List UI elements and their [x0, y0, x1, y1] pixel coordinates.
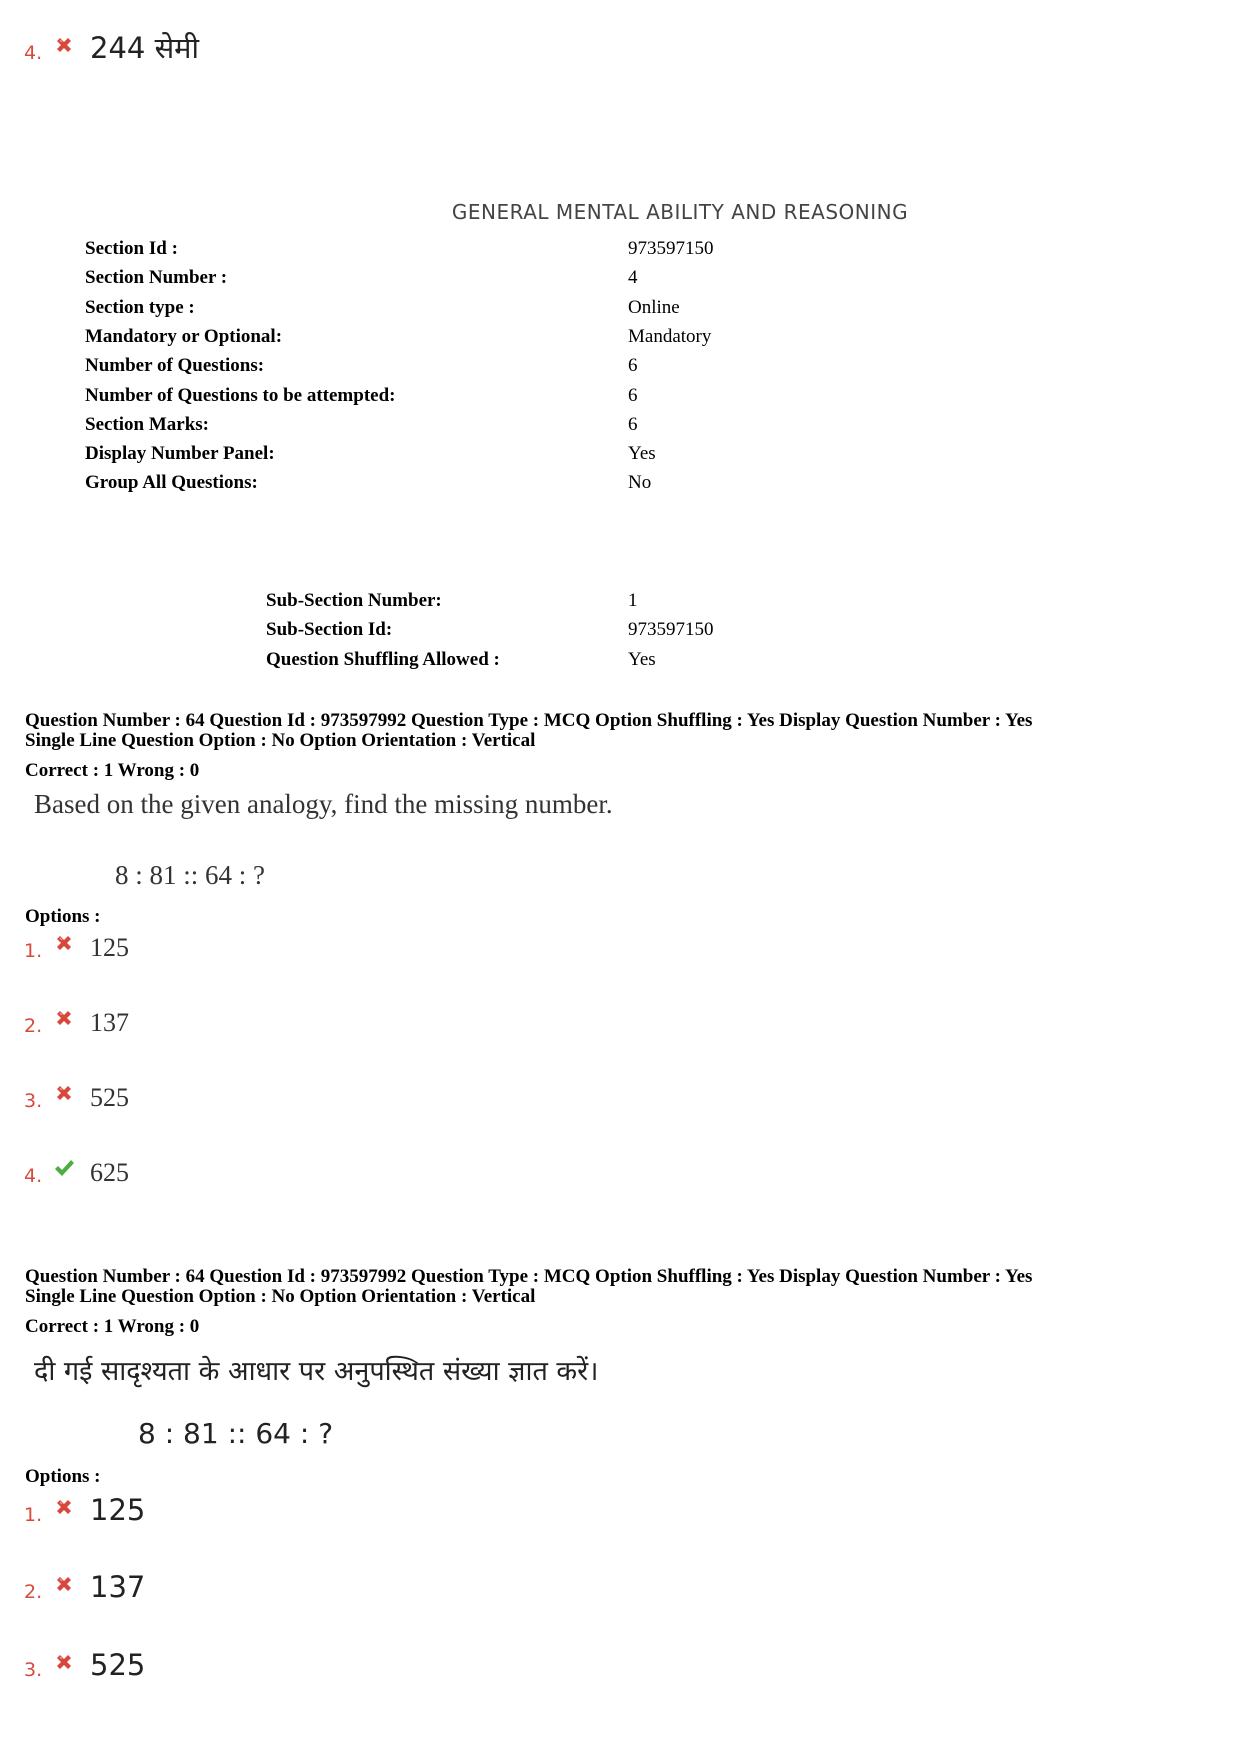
option-4 [24, 1160, 129, 1186]
question-header-line-2: Single Line Question Option : No Option Orientation : Vertical [25, 1286, 536, 1307]
question-expression: 8 : 81 :: 64 : ? [138, 1417, 334, 1450]
question-text: दी गई सादृश्यता के आधार पर अनुपस्थित संख्या ज्ञात करें। [34, 1356, 599, 1387]
option-1 [24, 935, 129, 961]
wrong-mark-icon [52, 1650, 76, 1674]
option-2 [24, 1570, 146, 1604]
detail-value: 6 [628, 384, 638, 406]
question-marks: Correct : 1 Wrong : 0 [25, 1316, 200, 1337]
detail-value: 1 [628, 590, 638, 611]
detail-label: Display Number Panel: [85, 443, 275, 465]
option-number: 2. [24, 1581, 43, 1603]
detail-value: 973597150 [628, 238, 714, 259]
detail-value: No [628, 472, 652, 494]
option-value: 525 [90, 1648, 146, 1682]
correct-mark-icon [52, 1156, 76, 1180]
question-header-line-1: Question Number : 64 Question Id : 973597992 Question Type : MCQ Option Shuffling : Yes Display Question Number : Yes [25, 1266, 1033, 1287]
detail-value: 973597150 [628, 619, 714, 641]
option-value: 125 [90, 933, 129, 962]
wrong-mark-icon [52, 1006, 76, 1030]
options-label: Options : [25, 906, 101, 927]
question-header-line-1: Question Number : 64 Question Id : 973597992 Question Type : MCQ Option Shuffling : Yes Display Question Number : Yes [25, 710, 1033, 731]
detail-label: Section Marks: [85, 413, 210, 435]
wrong-mark-icon [52, 1572, 76, 1596]
detail-label: Sub-Section Number: [266, 590, 442, 611]
wrong-mark-icon [52, 33, 76, 57]
detail-label: Number of Questions: [85, 355, 265, 377]
detail-label: Section type : [85, 296, 195, 318]
option-number: 3. [24, 1659, 43, 1681]
question-text: Based on the given analogy, find the missing number. [34, 789, 613, 819]
option-2 [24, 1010, 129, 1036]
detail-value: Online [628, 296, 680, 318]
question-marks: Correct : 1 Wrong : 0 [25, 760, 200, 781]
section-title: GENERAL MENTAL ABILITY AND REASONING [451, 200, 909, 224]
option-number: 4. [24, 1165, 43, 1187]
detail-value: 6 [628, 355, 638, 377]
detail-value: 6 [628, 413, 638, 435]
option-number: 2. [24, 1015, 43, 1037]
option-number: 1. [24, 940, 43, 962]
detail-value: Mandatory [628, 325, 712, 347]
wrong-mark-icon [52, 1081, 76, 1105]
option-value: 525 [90, 1083, 129, 1112]
option-value: 125 [90, 1493, 146, 1527]
detail-value: Yes [628, 648, 656, 670]
detail-label: Sub-Section Id: [266, 619, 393, 641]
option-value: 137 [90, 1570, 146, 1604]
option-3 [24, 1648, 146, 1682]
wrong-mark-icon [52, 1495, 76, 1519]
detail-label: Mandatory or Optional: [85, 325, 283, 347]
option-value: 244 सेमी [90, 31, 200, 65]
option-1 [24, 1493, 146, 1527]
detail-value: 4 [628, 267, 638, 289]
option-number: 3. [24, 1090, 43, 1112]
option-value: 137 [90, 1008, 129, 1037]
question-header-line-2: Single Line Question Option : No Option Orientation : Vertical [25, 730, 536, 751]
wrong-mark-icon [52, 931, 76, 955]
detail-label: Section Number : [85, 267, 228, 289]
question-expression: 8 : 81 :: 64 : ? [115, 860, 265, 890]
options-label: Options : [25, 1466, 101, 1487]
detail-label: Question Shuffling Allowed : [266, 648, 500, 670]
top-option-4 [24, 31, 200, 65]
detail-label: Number of Questions to be attempted: [85, 384, 396, 406]
detail-label: Section Id : [85, 238, 178, 259]
option-3 [24, 1085, 129, 1111]
detail-label: Group All Questions: [85, 472, 258, 494]
option-number: 1. [24, 1504, 43, 1526]
option-value: 625 [90, 1158, 129, 1187]
option-number: 4. [24, 42, 43, 64]
detail-value: Yes [628, 443, 656, 465]
